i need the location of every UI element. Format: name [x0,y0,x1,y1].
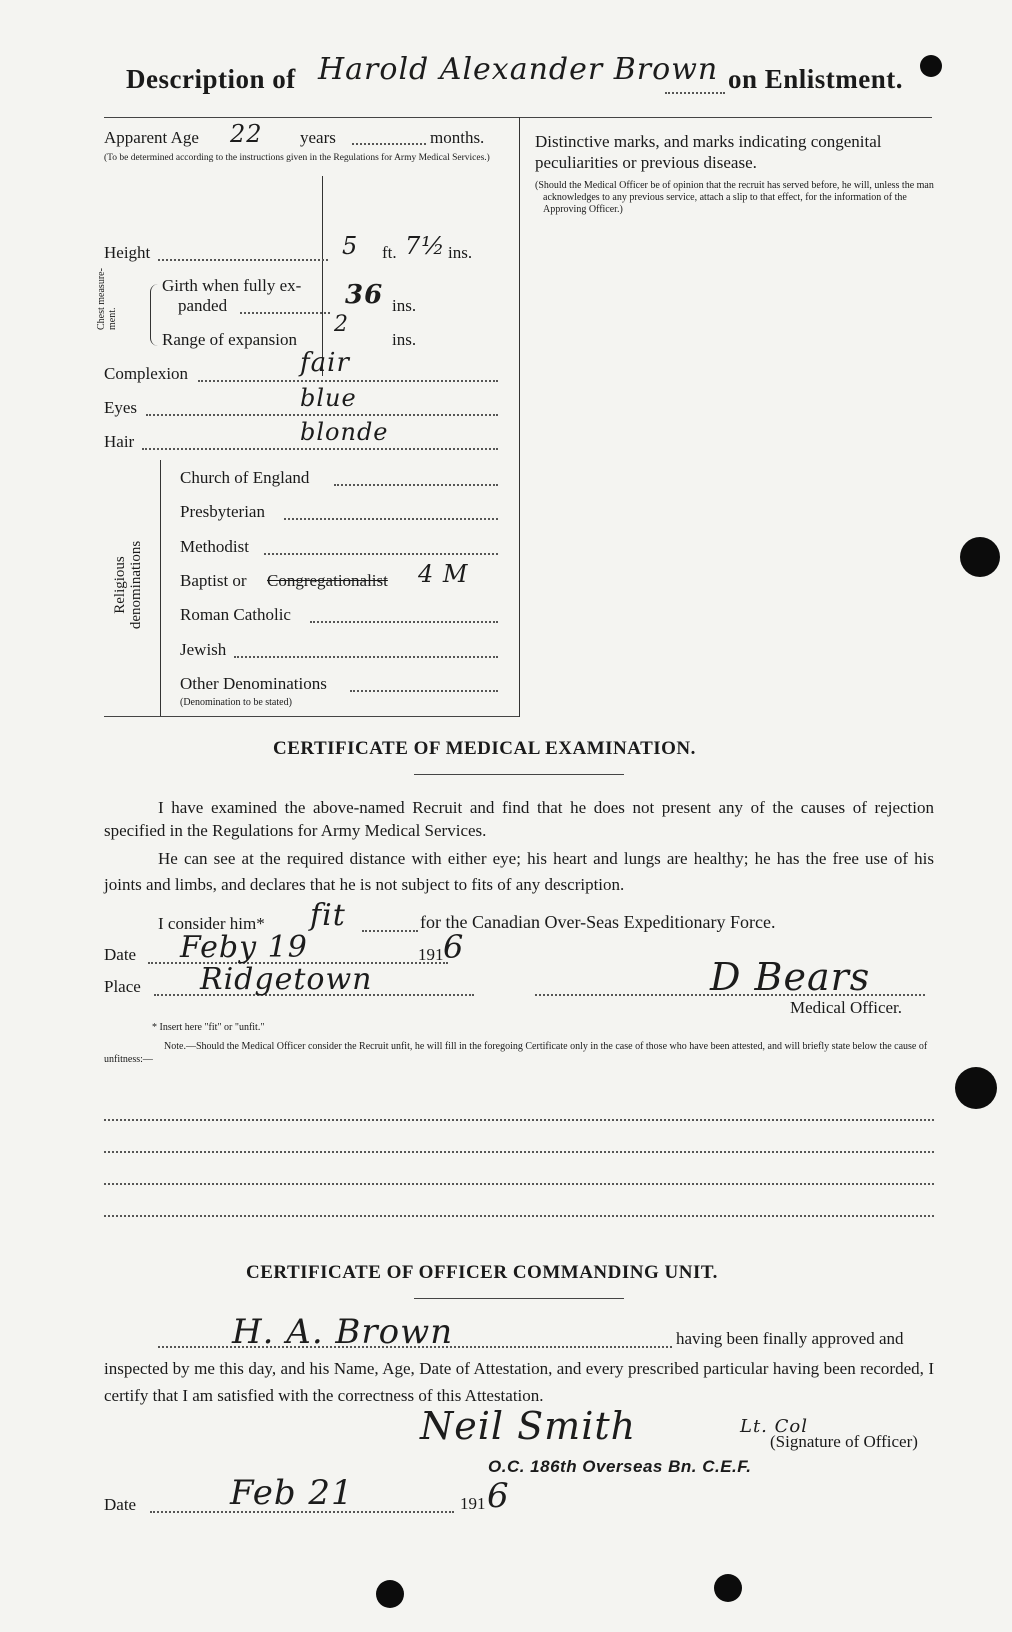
commanding-date-label: Date [104,1495,137,1514]
height-ft-value: 5 [342,232,359,260]
place-label: Place [104,977,141,996]
unfitness-line-1 [104,1119,934,1121]
medical-date-value: Feby 19 [180,930,308,965]
top-rule [104,117,932,118]
medical-paragraph-1: I have examined the above-named Recruit and find that he does not present any of the causes of rejection specified in the Regulations for Army Medical Services. [104,798,934,840]
ins-label-range: ins. [392,330,417,349]
chest-group-label: Chest measure-ment. [96,268,118,330]
religion-other: Other Denominations [180,674,327,693]
commanding-para-rest: inspected by me this day, and his Name, Age, Date of Attestation, and every prescribed particular having been recorded, I certify that I am satisfied with the correctness of this Attestation. [104,1359,934,1405]
punch-hole-top [920,55,942,77]
for-cef-label: for the Canadian Over-Seas Expeditionary Force. [420,912,776,932]
punch-hole-bottom-right [714,1574,742,1602]
commanding-title-underline [414,1298,624,1299]
hair-value: blonde [300,418,389,446]
height-in-value: 7½ [405,232,446,260]
age-note: (To be determined according to the instructions given in the Regulations for Army Medical Services.) [104,153,490,163]
punch-hole-lower [955,1067,997,1109]
years-label: years [300,128,336,147]
commanding-officer-rank: Lt. Col [740,1416,808,1437]
religion-methodist: Methodist [180,537,249,556]
consider-label: I consider him* [158,914,265,933]
hair-label: Hair [104,432,135,451]
ins-label-girth: ins. [392,296,417,315]
commanding-year-prefix: 191 [460,1494,486,1513]
commanding-officer-signature: Neil Smith [420,1404,637,1448]
commanding-date-value: Feb 21 [230,1473,354,1513]
commanding-para-start: having been finally approved and [676,1329,904,1348]
punch-hole-mid [960,537,1000,577]
height-label: Height [104,243,151,262]
fit-footnote: * Insert here "fit" or "unfit." [152,1022,265,1033]
medical-certificate-title: CERTIFICATE OF MEDICAL EXAMINATION. [273,738,696,759]
range-value: 2 [334,312,349,337]
eyes-label: Eyes [104,398,138,417]
ft-label: ft. [382,243,397,262]
column-divider [519,117,520,717]
religion-roman-catholic: Roman Catholic [180,605,291,624]
religion-presbyterian: Presbyterian [180,502,265,521]
ins-label-height: ins. [448,243,473,262]
commanding-recruit-name: H. A. Brown [232,1312,454,1352]
complexion-label: Complexion [104,364,189,383]
distinctive-marks-note: (Should the Medical Officer be of opinion that the recruit has served before, he will, unless the man acknowledges to any previous service, attach a slip to that effect, for the information of the Approving Officer.) [535,180,934,215]
place-value: Ridgetown [200,962,373,997]
complexion-value: fair [300,348,350,378]
girth-label-1: Girth when fully ex- [162,276,302,295]
medical-title-underline [414,774,624,775]
religion-bracket [160,460,161,716]
commanding-year-suffix: 6 [487,1476,510,1516]
unfitness-line-4 [104,1215,934,1217]
section-bottom-rule [104,716,519,717]
punch-hole-bottom-left [376,1580,404,1608]
measure-divider [322,176,323,376]
header-right: on Enlistment. [728,64,904,94]
religion-mark: 4 M [418,560,469,588]
medical-paragraph-2: He can see at the required distance with either eye; his heart and lungs are healthy; he has the free use of his joints and limbs, and declares that he is not subject to fits of any description. [104,849,934,894]
months-label: months. [430,128,485,147]
medical-officer-signature: D Bears [710,955,871,999]
medical-year-prefix: 191 [418,945,444,964]
religion-group-label: Religious denominations [112,540,144,630]
apparent-age-label: Apparent Age [104,128,199,147]
medical-note: Note.—Should the Medical Officer consider the Recruit unfit, he will fill in the foregoing Certificate only in the case of those who have been attested, and will briefly state below the cause of unfitness:— [104,1041,928,1065]
medical-date-label: Date [104,945,137,964]
religion-congregationalist-struck: Congregationalist [267,571,388,590]
eyes-value: blue [300,384,357,412]
religion-church-of-england: Church of England [180,468,310,487]
distinctive-marks-title: Distinctive marks, and marks indicating congenital peculiarities or previous disease. [535,132,882,172]
fit-value: fit [310,898,346,933]
religion-baptist: Baptist or [180,571,247,590]
unfitness-line-3 [104,1183,934,1185]
age-value: 22 [230,120,263,148]
recruit-name-handwritten: Harold Alexander Brown [318,52,719,87]
medical-officer-label: Medical Officer. [790,998,903,1017]
unfitness-line-2 [104,1151,934,1153]
commanding-certificate-title: CERTIFICATE OF OFFICER COMMANDING UNIT. [246,1262,718,1283]
range-label: Range of expansion [162,330,298,349]
other-denomination-note: (Denomination to be stated) [180,697,292,708]
header-left: Description of [126,64,296,94]
girth-label-2: panded [178,296,228,315]
officer-stamp: O.C. 186th Overseas Bn. C.E.F. [488,1457,752,1476]
girth-value: 36 [345,280,384,310]
medical-year-suffix: 6 [443,928,465,966]
signature-of-officer-label: (Signature of Officer) [770,1432,918,1451]
religion-jewish: Jewish [180,640,227,659]
